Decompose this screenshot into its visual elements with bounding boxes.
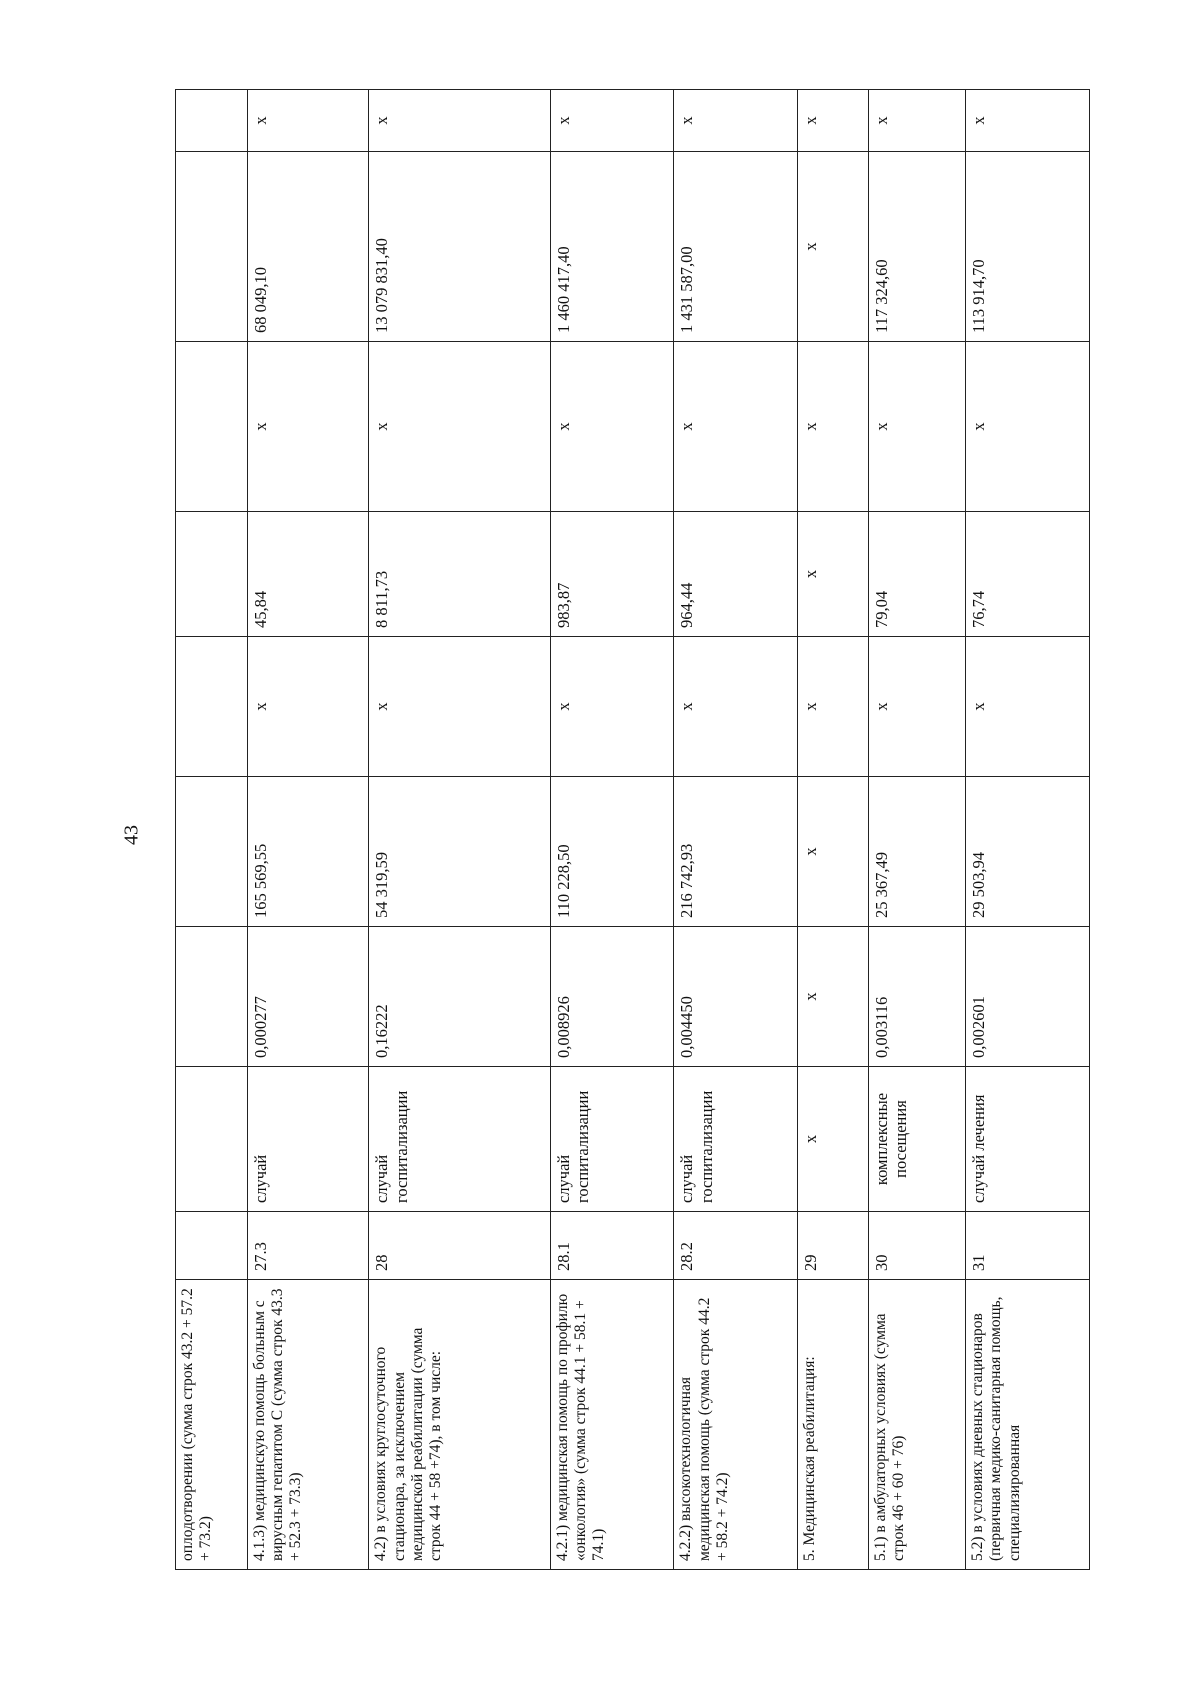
row-label: 4.2) в условиях круглосуточного стационара, за исключением медицинской реабилитации (сумма строк 44 + 58 +74), в том числе:: [369, 1280, 550, 1570]
value-cell: [176, 90, 248, 152]
value-cell: х: [550, 342, 674, 512]
row-number: 28.1: [550, 1212, 674, 1280]
cost-cell: 54 319,59: [369, 777, 550, 927]
cost-cell: 110 228,50: [550, 777, 674, 927]
row-number: 28: [369, 1212, 550, 1280]
norm-cell: 0,000277: [247, 927, 369, 1067]
norm-cell: 0,002601: [966, 927, 1090, 1067]
value-cell: 117 324,60: [868, 152, 965, 342]
table-row: [247, 90, 369, 1570]
unit-cell: случай: [247, 1067, 369, 1212]
value-cell: х: [798, 512, 869, 637]
value-cell: х: [966, 90, 1090, 152]
unit-cell: случай госпитализации: [550, 1067, 674, 1212]
value-cell: [176, 342, 248, 512]
value-cell: х: [369, 637, 550, 777]
norm-cell: х: [798, 927, 869, 1067]
row-number: [176, 1212, 248, 1280]
value-cell: х: [868, 342, 965, 512]
cost-cell: [176, 777, 248, 927]
value-cell: х: [966, 342, 1090, 512]
value-cell: х: [868, 90, 965, 152]
page-number: 43: [120, 825, 143, 845]
value-cell: [176, 152, 248, 342]
value-cell: х: [247, 637, 369, 777]
value-cell: х: [247, 90, 369, 152]
value-cell: х: [247, 342, 369, 512]
unit-cell: комплексные посещения: [868, 1067, 965, 1212]
row-number: 28.2: [674, 1212, 798, 1280]
unit-cell: случай лечения: [966, 1067, 1090, 1212]
value-cell: х: [369, 342, 550, 512]
table-row: [798, 90, 869, 1570]
value-cell: х: [550, 637, 674, 777]
unit-cell: случай госпитализации: [369, 1067, 550, 1212]
cost-cell: 25 367,49: [868, 777, 965, 927]
norm-cell: 0,16222: [369, 927, 550, 1067]
norm-cell: 0,003116: [868, 927, 965, 1067]
value-cell: [176, 637, 248, 777]
value-cell: 45,84: [247, 512, 369, 637]
row-number: 29: [798, 1212, 869, 1280]
value-cell: 68 049,10: [247, 152, 369, 342]
row-label: 4.2.2) высокотехнологичная медицинская помощь (сумма строк 44.2 + 58.2 + 74.2): [674, 1280, 798, 1570]
cost-cell: 165 569,55: [247, 777, 369, 927]
row-label: 5.1) в амбулаторных условиях (сумма строк 46 + 60 + 76): [868, 1280, 965, 1570]
value-cell: х: [868, 637, 965, 777]
value-cell: х: [966, 637, 1090, 777]
value-cell: 1 460 417,40: [550, 152, 674, 342]
table-row: [868, 90, 965, 1570]
value-cell: х: [369, 90, 550, 152]
row-label: оплодотворении (сумма строк 43.2 + 57.2 + 73.2): [176, 1280, 248, 1570]
value-cell: 8 811,73: [369, 512, 550, 637]
row-label: 4.1.3) медицинскую помощь больным с вирусным гепатитом С (сумма строк 43.3 + 52.3 + 73.3): [247, 1280, 369, 1570]
value-cell: 79,04: [868, 512, 965, 637]
value-cell: х: [674, 342, 798, 512]
table-row: [369, 90, 550, 1570]
value-cell: 964,44: [674, 512, 798, 637]
unit-cell: х: [798, 1067, 869, 1212]
value-cell: х: [550, 90, 674, 152]
cost-cell: х: [798, 777, 869, 927]
value-cell: х: [674, 90, 798, 152]
value-cell: х: [798, 90, 869, 152]
norm-cell: 0,004450: [674, 927, 798, 1067]
table-row: [674, 90, 798, 1570]
cost-cell: 216 742,93: [674, 777, 798, 927]
value-cell: 983,87: [550, 512, 674, 637]
value-cell: х: [798, 637, 869, 777]
table-row: [966, 90, 1090, 1570]
row-number: 30: [868, 1212, 965, 1280]
value-cell: х: [798, 152, 869, 342]
value-cell: х: [798, 342, 869, 512]
unit-cell: [176, 1067, 248, 1212]
value-cell: 76,74: [966, 512, 1090, 637]
value-cell: 113 914,70: [966, 152, 1090, 342]
unit-cell: случай госпитализации: [674, 1067, 798, 1212]
value-cell: х: [674, 637, 798, 777]
norm-cell: 0,008926: [550, 927, 674, 1067]
table-row: [550, 90, 674, 1570]
row-number: 27.3: [247, 1212, 369, 1280]
value-cell: 1 431 587,00: [674, 152, 798, 342]
row-label: 5.2) в условиях дневных стационаров (первичная медико-санитарная помощь, специализированная: [966, 1280, 1090, 1570]
row-label: 4.2.1) медицинская помощь по профилю «онкология» (сумма строк 44.1 + 58.1 + 74.1): [550, 1280, 674, 1570]
row-number: 31: [966, 1212, 1090, 1280]
rotated-table-container: [175, 90, 1090, 1570]
table-row: [176, 90, 248, 1570]
value-cell: 13 079 831,40: [369, 152, 550, 342]
cost-cell: 29 503,94: [966, 777, 1090, 927]
value-cell: [176, 512, 248, 637]
data-table: [175, 89, 1090, 1570]
norm-cell: [176, 927, 248, 1067]
row-label: 5. Медицинская реабилитация:: [798, 1280, 869, 1570]
